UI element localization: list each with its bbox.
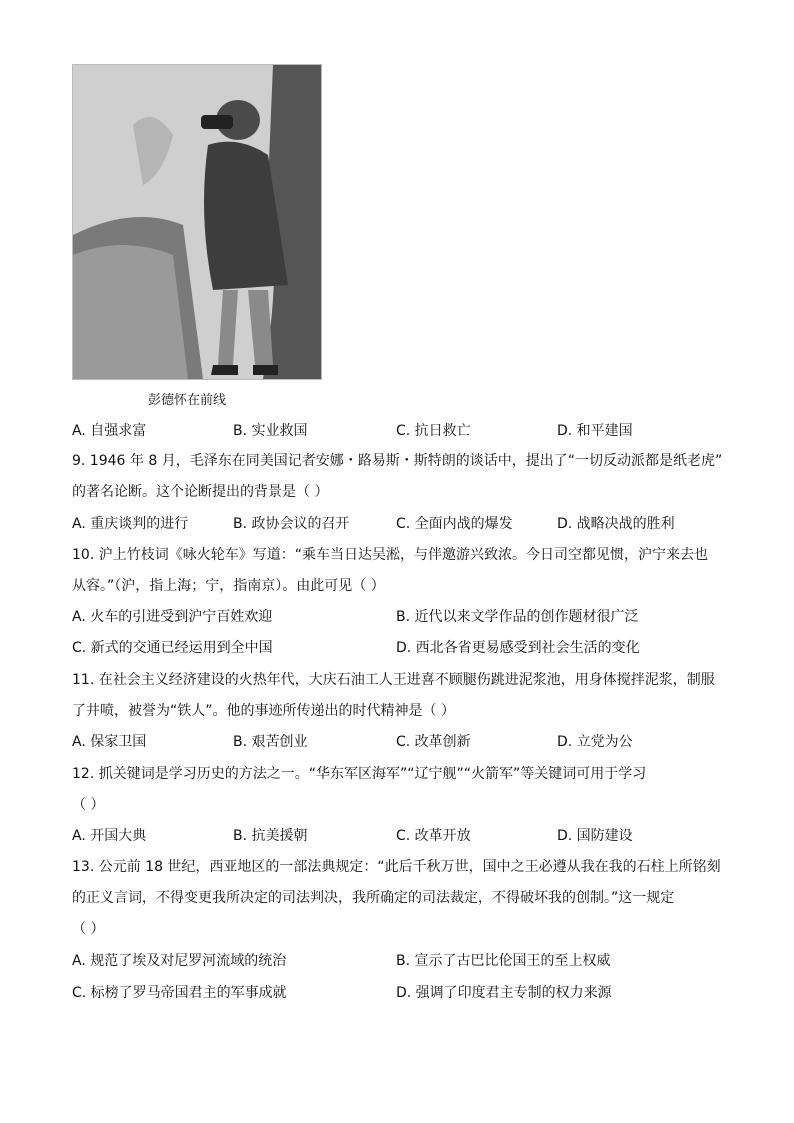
q12-option-b: B. 抗美援朝 (233, 828, 308, 844)
q12-stem-line-2: （ ） (72, 797, 105, 813)
q10-stem-line-1: 10. 沪上竹枝词《咏火轮车》写道：“乘车当日达吴淞，与伴邀游兴致浓。今日司空都见惯，沪宁来去也 (72, 547, 708, 563)
q11-option-c: C. 改革创新 (396, 734, 471, 750)
q9-option-d: D. 战略决战的胜利 (557, 516, 675, 532)
q11-stem-line-1: 11. 在社会主义经济建设的火热年代，大庆石油工人王进喜不顾腿伤跳进泥浆池，用身体搅拌泥浆，制服 (72, 672, 715, 688)
q10-option-b: B. 近代以来文学作品的创作题材很广泛 (396, 609, 639, 625)
q9-option-a: A. 重庆谈判的进行 (72, 516, 189, 532)
q10-option-a: A. 火车的引进受到沪宁百姓欢迎 (72, 609, 273, 625)
q10-option-d: D. 西北各省更易感受到社会生活的变化 (396, 640, 640, 656)
q13-option-b: B. 宣示了古巴比伦国王的至上权威 (396, 953, 611, 969)
q11-option-b: B. 艰苦创业 (233, 734, 308, 750)
q12-stem-line-1: 12. 抓关键词是学习历史的方法之一。“华东军区海军”“辽宁舰”“火箭军”等关键词可用于学习 (72, 766, 647, 782)
q13-option-d: D. 强调了印度君主专制的权力来源 (396, 985, 612, 1001)
photo-illustration (73, 65, 321, 379)
q10-option-c: C. 新式的交通已经运用到全中国 (72, 640, 273, 656)
photo-peng-dehuai (72, 64, 322, 380)
q12-option-d: D. 国防建设 (557, 828, 633, 844)
q13-option-a: A. 规范了埃及对尼罗河流域的统治 (72, 953, 287, 969)
q13-option-c: C. 标榜了罗马帝国君主的军事成就 (72, 985, 287, 1001)
q13-stem-line-2: 的正义言词，不得变更我所决定的司法判决，我所确定的司法裁定，不得破坏我的创制。”这一规定 (72, 890, 675, 906)
q8-option-d: D. 和平建国 (557, 423, 633, 439)
q10-stem-line-2: 从容。”（沪，指上海；宁，指南京）。由此可见（ ） (72, 578, 385, 594)
q9-stem-line-1: 9. 1946 年 8 月，毛泽东在同美国记者安娜・路易斯・斯特朗的谈话中，提出了“一切反动派都是纸老虎” (72, 453, 723, 469)
q13-stem-line-3: （ ） (72, 921, 105, 937)
q8-option-b: B. 实业救国 (233, 423, 308, 439)
q9-option-c: C. 全面内战的爆发 (396, 516, 513, 532)
q11-option-d: D. 立党为公 (557, 734, 633, 750)
q8-option-c: C. 抗日救亡 (396, 423, 471, 439)
q12-option-c: C. 改革开放 (396, 828, 471, 844)
q13-stem-line-1: 13. 公元前 18 世纪，西亚地区的一部法典规定：“此后千秋万世，国中之王必遵从我在我的石柱上所铭刻 (72, 859, 721, 875)
q9-option-b: B. 政协会议的召开 (233, 516, 350, 532)
q11-stem-line-2: 了井喷，被誉为“铁人”。他的事迹所传递出的时代精神是（ ） (72, 703, 455, 719)
q11-option-a: A. 保家卫国 (72, 734, 147, 750)
photo-caption: 彭德怀在前线 (148, 393, 227, 408)
q9-stem-line-2: 的著名论断。这个论断提出的背景是（ ） (72, 484, 329, 500)
q12-option-a: A. 开国大典 (72, 828, 147, 844)
q8-option-a: A. 自强求富 (72, 423, 147, 439)
